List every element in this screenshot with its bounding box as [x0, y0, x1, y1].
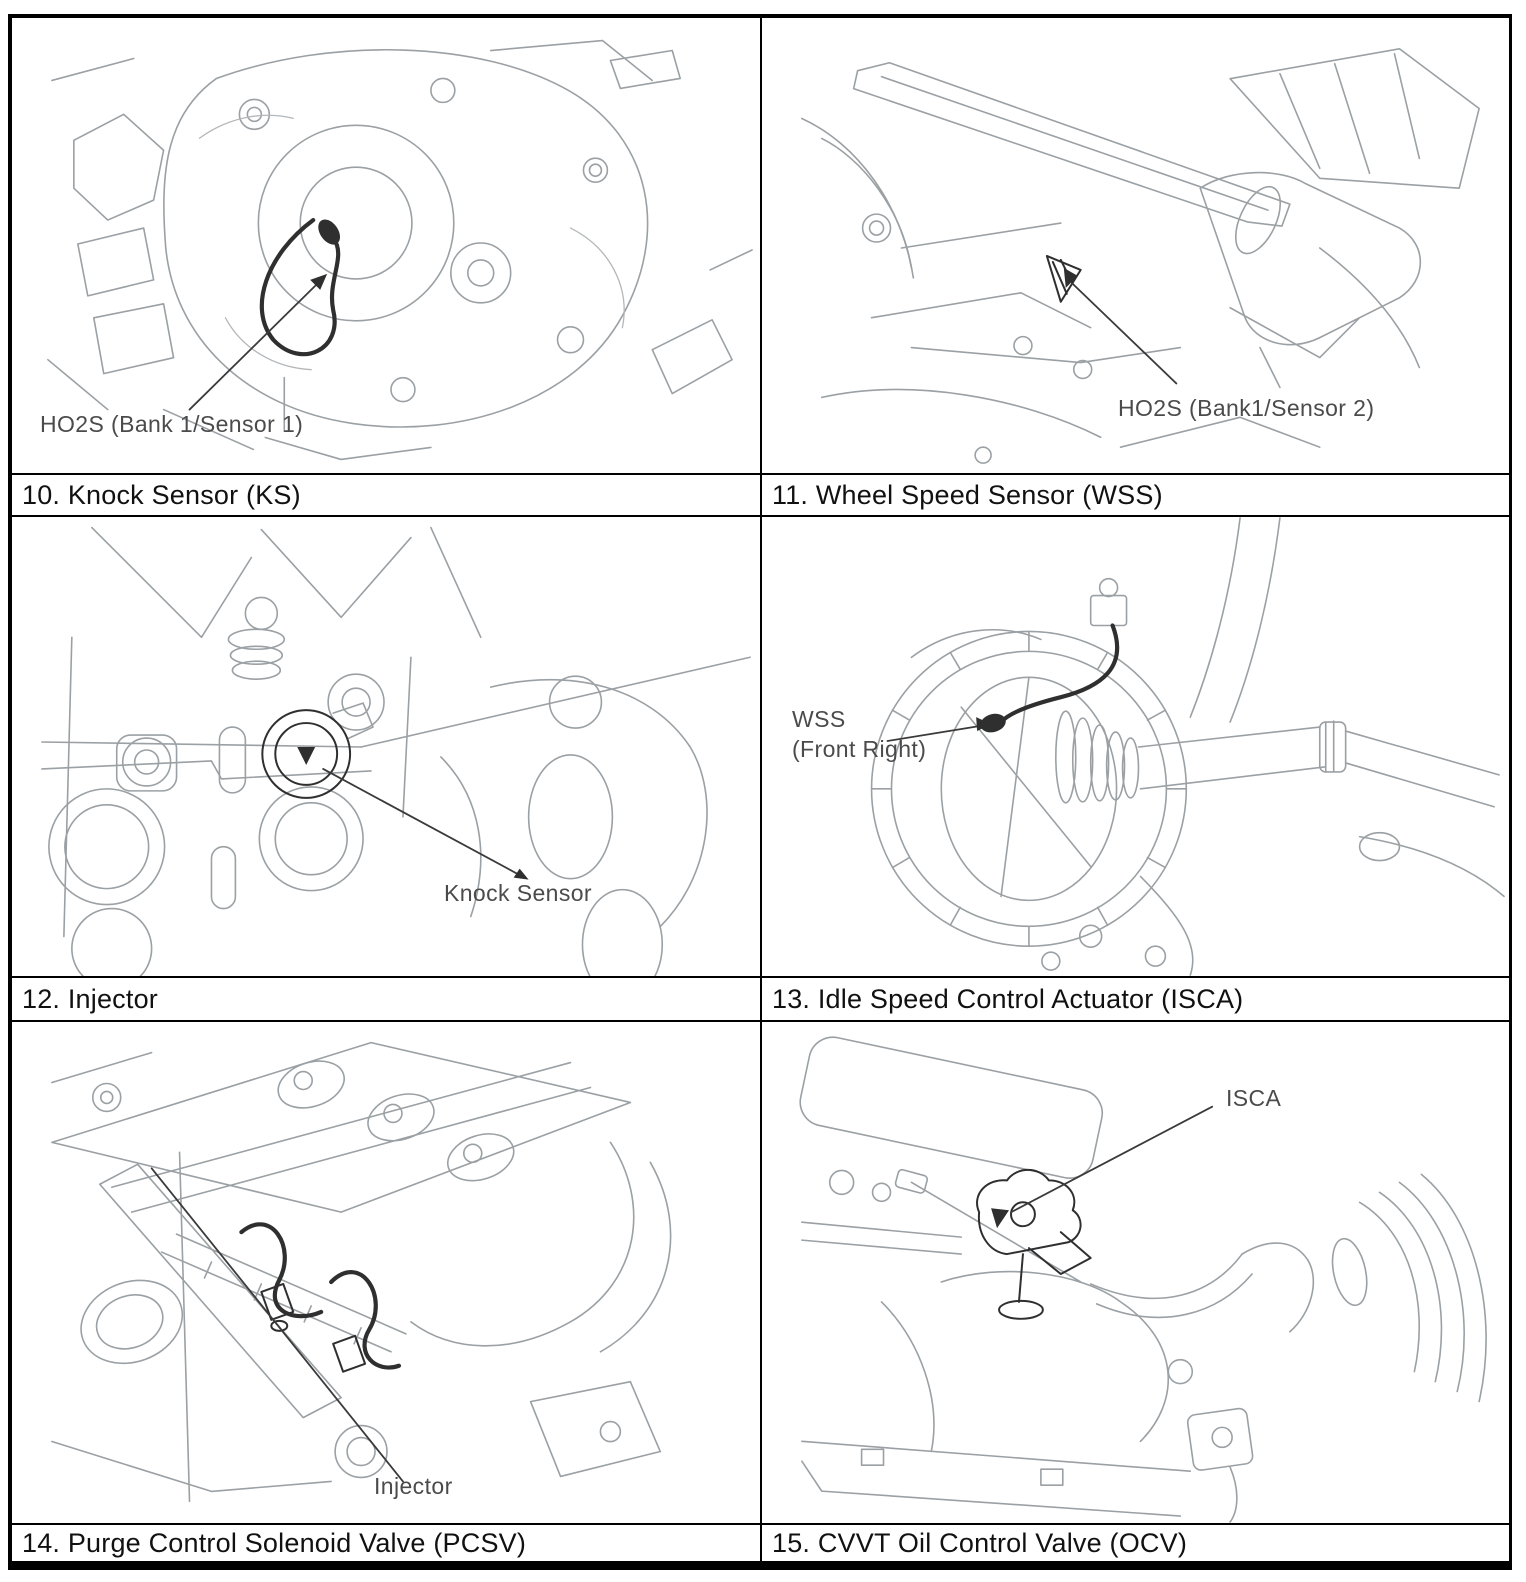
caption-text: 14. Purge Control Solenoid Valve (PCSV) [22, 1527, 527, 1558]
callout-isca: ISCA [1226, 1085, 1282, 1111]
caption-cell-15-ocv [762, 1523, 1509, 1563]
callout-ho2s-bank1-sensor2: HO2S (Bank1/Sensor 2) [1118, 395, 1375, 421]
figure-cell-isca [762, 1022, 1509, 1523]
callout-wss-line1: WSS [792, 706, 846, 732]
callout-knock-sensor: Knock Sensor [444, 880, 592, 906]
figure-cell-wss-front-right [762, 517, 1509, 976]
caption-cell-12-injector [12, 976, 762, 1022]
caption-text: 15. CVVT Oil Control Valve (OCV) [772, 1527, 1188, 1558]
caption-cell-13-isca [762, 976, 1509, 1022]
callout-wss-line2: (Front Right) [792, 736, 927, 762]
caption-text: 10. Knock Sensor (KS) [22, 479, 301, 510]
figure-cell-ho2s-bank1-sensor1 [12, 18, 762, 473]
caption-text: 13. Idle Speed Control Actuator (ISCA) [772, 983, 1244, 1014]
caption-text: 12. Injector [22, 983, 158, 1014]
caption-cell-11-wheel-speed-sensor [762, 473, 1509, 517]
figure-cell-knock-sensor [12, 517, 762, 976]
fuel-rail-illustration [12, 1022, 760, 1523]
component-location-table [8, 14, 1512, 1570]
caption-cell-14-pcsv [12, 1523, 762, 1563]
engine-top-illustration [12, 18, 760, 473]
isca-engine-illustration [762, 1022, 1509, 1523]
engine-block-illustration [12, 517, 760, 976]
callout-ho2s-bank1-sensor1: HO2S (Bank 1/Sensor 1) [40, 411, 304, 437]
callout-injector: Injector [374, 1473, 453, 1499]
caption-text: 11. Wheel Speed Sensor (WSS) [772, 479, 1163, 510]
figure-cell-injector [12, 1022, 762, 1523]
caption-cell-10-knock-sensor [12, 473, 762, 517]
figure-cell-ho2s-bank1-sensor2 [762, 18, 1509, 473]
